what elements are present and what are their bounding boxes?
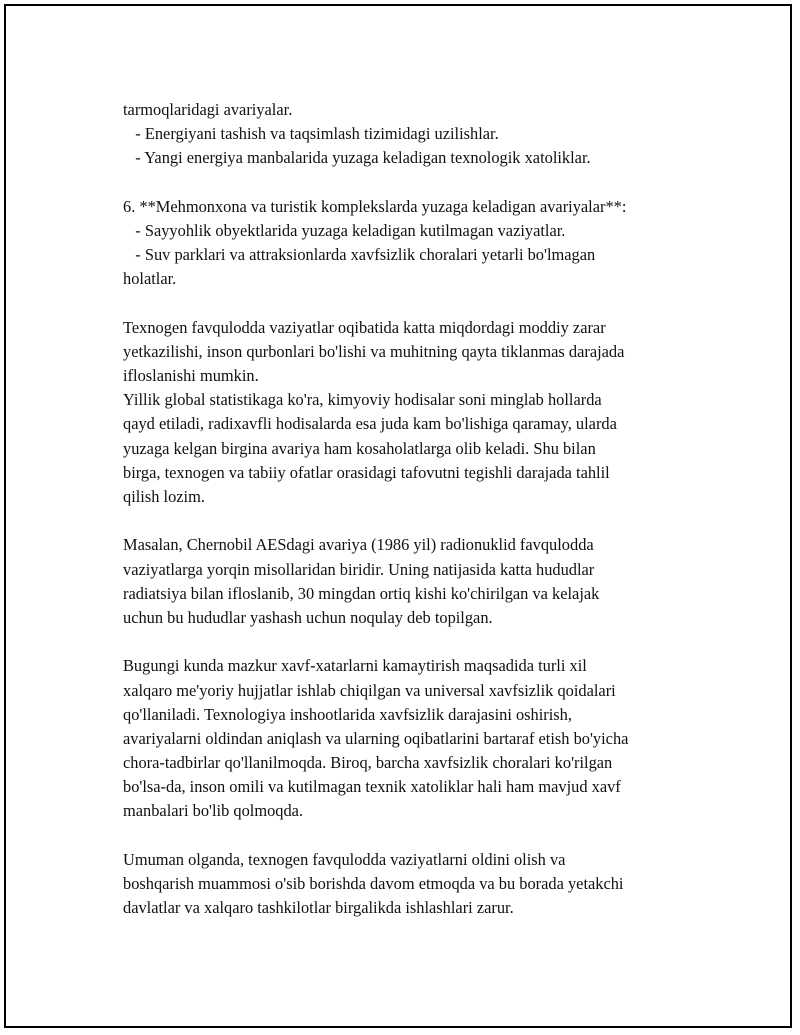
text-line: xalqaro me'yoriy hujjatlar ishlab chiqilgan va universal xavfsizlik qoidalari [123, 680, 616, 700]
text-line: Masalan, Chernobil AESdagi avariya (1986 yil) radionuklid favqulodda [123, 535, 594, 555]
blank-line [123, 824, 723, 848]
text-line: davlatlar va xalqaro tashkilotlar birgalikda ishlashlari zarur. [123, 898, 514, 918]
text-line: - Yangi energiya manbalarida yuzaga keladigan texnologik xatoliklar. [123, 148, 591, 168]
blank-line [123, 292, 723, 316]
text-line: qilish lozim. [123, 487, 205, 506]
text-line: avariyalarni oldindan aniqlash va ularning oqibatlarini bartaraf etish bo'yicha [123, 728, 629, 748]
text-line: chora-tadbirlar qo'llanilmoqda. Biroq, barcha xavfsizlik choralari ko'rilgan [123, 753, 613, 773]
text-line: boshqarish muammosi o'sib borishda davom etmoqda va bu borada yetakchi [123, 874, 624, 893]
blank-line [123, 630, 723, 654]
blank-line [123, 509, 723, 533]
text-line: ifloslanishi mumkin. [123, 366, 259, 386]
text-line: radiatsiya bilan ifloslanib, 30 mingdan ortiq kishi ko'chirilgan va kelajak [123, 583, 600, 603]
text-line: holatlar. [123, 269, 177, 289]
text-line: tarmoqlaridagi avariyalar. [123, 100, 293, 119]
text-line: - Suv parklari va attraksionlarda xavfsizlik choralari yetarli bo'lmagan [123, 245, 596, 265]
document-body [123, 98, 723, 920]
text-line: manbalari bo'lib qolmoqda. [123, 801, 304, 821]
text-line: - Energiyani tashish va taqsimlash tizimidagi uzilishlar. [123, 124, 499, 144]
text-line: Umuman olganda, texnogen favqulodda vaziyatlarni oldini olish va [123, 849, 566, 869]
text-line: qayd etiladi, radixavfli hodisalarda esa juda kam bo'lishiga qaramay, ularda [123, 414, 617, 434]
text-line: 6. **Mehmonxona va turistik komplekslarda yuzaga keladigan avariyalar**: [123, 196, 627, 216]
text-line: vaziyatlarga yorqin misollaridan biridir. Uning natijasida katta hududlar [123, 559, 595, 579]
text-line: qo'llaniladi. Texnologiya inshootlarida xavfsizlik darajasini oshirish, [123, 704, 572, 724]
text-line: Texnogen favqulodda vaziyatlar oqibatida katta miqdordagi moddiy zarar [123, 317, 606, 337]
text-line: yetkazilishi, inson qurbonlari bo'lishi va muhitning qayta tiklanmas darajada [123, 341, 625, 361]
text-line: uchun bu hududlar yashash uchun noqulay deb topilgan. [123, 607, 493, 627]
blank-line [123, 171, 723, 195]
text-line: Bugungi kunda mazkur xavf-xatarlarni kamaytirish maqsadida turli xil [123, 656, 587, 676]
text-line: yuzaga kelgan birgina avariya ham kosaholatlarga olib keladi. Shu bilan [123, 438, 596, 458]
text-line: Yillik global statistikaga ko'ra, kimyoviy hodisalar soni minglab hollarda [123, 390, 602, 410]
text-line: birga, texnogen va tabiiy ofatlar orasidagi tafovutni tegishli darajada tahlil [123, 462, 610, 482]
page-frame [4, 4, 792, 1028]
text-line: bo'lsa-da, inson omili va kutilmagan texnik xatoliklar hali ham mavjud xavf [123, 777, 621, 797]
text-line: - Sayyohlik obyektlarida yuzaga keladigan kutilmagan vaziyatlar. [123, 220, 566, 240]
